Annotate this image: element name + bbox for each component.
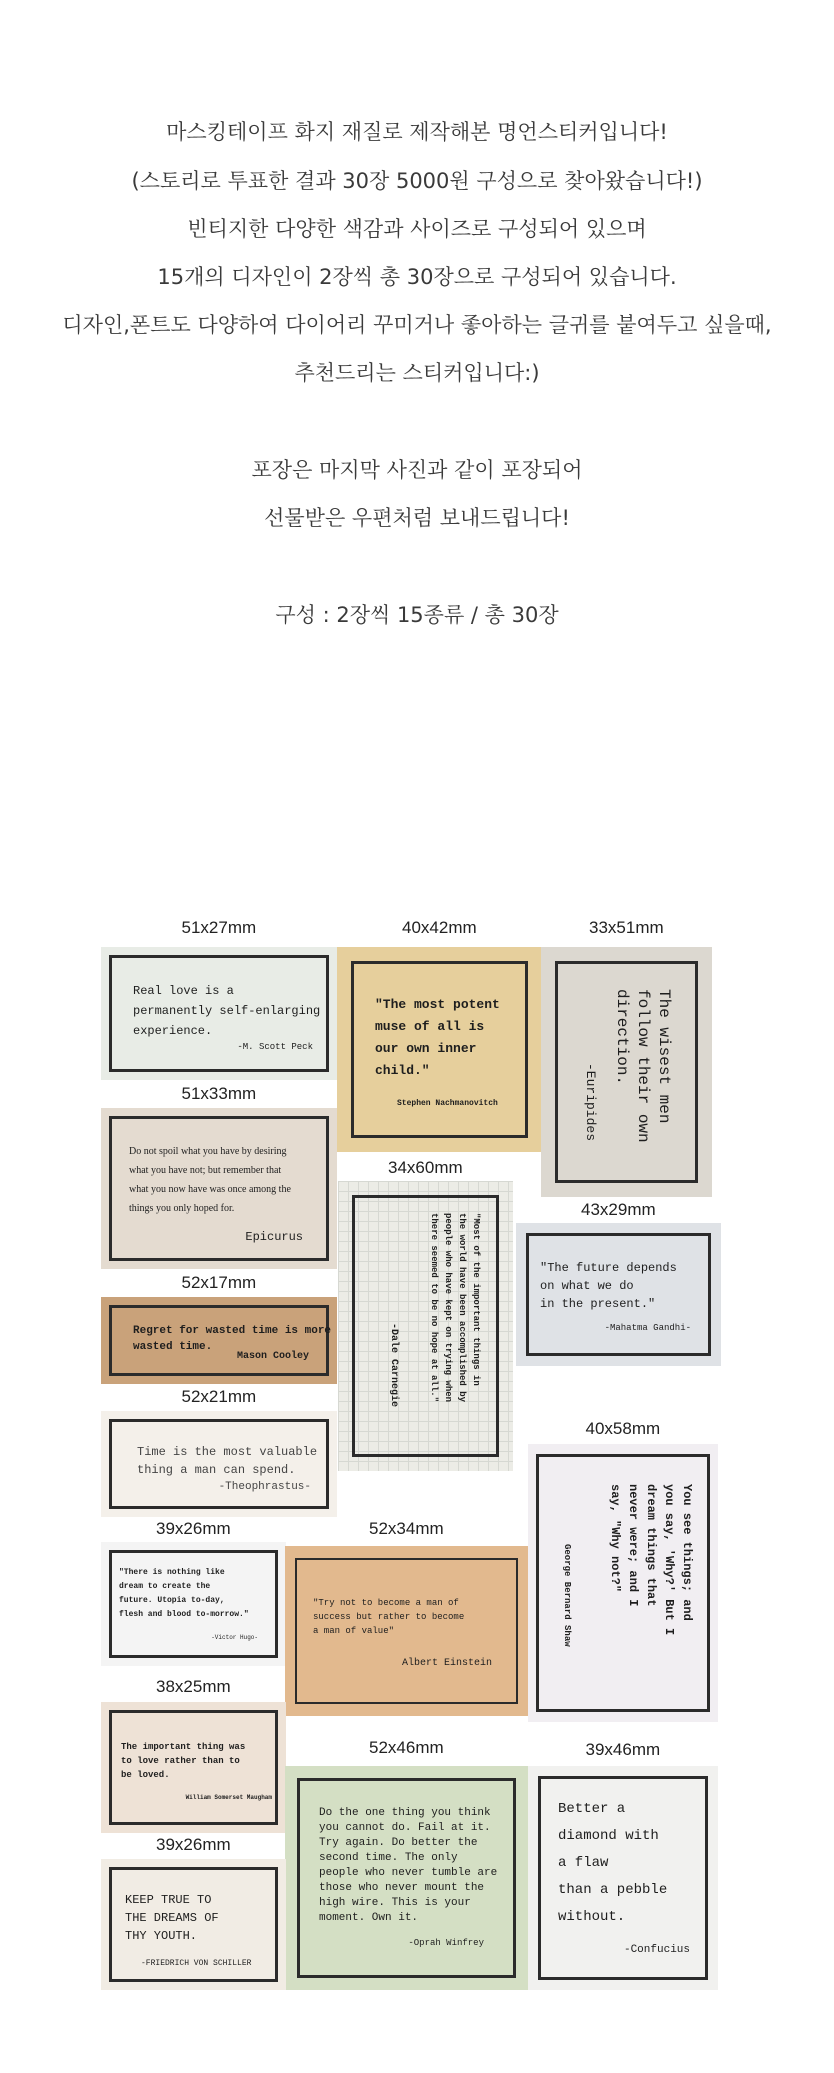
size-label: 51x33mm (181, 1084, 257, 1103)
sticker-card (101, 1108, 337, 1269)
sticker-quote: "Try not to become a man of success but rather to become a man of value" (313, 1598, 465, 1636)
sticker-author: Mason Cooley (236, 1351, 309, 1362)
size-label: 38x25mm (156, 1677, 231, 1696)
sticker-card (528, 1766, 718, 1990)
intro-line: 포장은 마지막 사진과 같이 포장되어 (251, 458, 583, 482)
sticker-card (541, 947, 712, 1197)
sticker-quote: The important thing was to love rather than to be loved. (121, 1742, 246, 1780)
size-label: 39x46mm (585, 1740, 661, 1759)
intro-line: 마스킹테이프 화지 재질로 제작해본 명언스티커입니다! (166, 120, 668, 144)
size-label: 39x26mm (156, 1835, 231, 1854)
intro-line: 디자인,폰트도 다양하여 다이어리 꾸미거나 좋아하는 글귀를 붙여두고 싶을때, (62, 313, 772, 337)
sticker-quote: The wisest men follow their own direction. (613, 989, 673, 1143)
sticker-author: -Dale Carnegie (388, 1323, 399, 1408)
sticker-quote: "There is nothing like dream to create the future. Utopia to-day, flesh and blood to-morrow." (119, 1568, 249, 1619)
sticker-quote: Do the one thing you think you cannot do. Fail at it. Try again. Do better the second time. The only people who never tumble are those who never mount the high wire. This is your moment. Own it. (319, 1807, 498, 1924)
sticker-card (338, 1181, 513, 1471)
sticker-author: Epicurus (245, 1230, 303, 1244)
sticker-author: -Confucius (623, 1944, 690, 1956)
sticker-quote: "The future depends on what we do in the present." (540, 1261, 677, 1311)
sticker-quote: Regret for wasted time is more wasted time. (133, 1325, 332, 1353)
sticker-author: -FRIEDRICH VON SCHILLER (141, 1959, 252, 1968)
size-label: 52x17mm (181, 1273, 257, 1292)
sticker-author: -Euripides (583, 1063, 598, 1142)
sticker-card (516, 1223, 721, 1366)
sticker-author: -Oprah Winfrey (408, 1938, 484, 1948)
sticker-card (285, 1766, 528, 1990)
intro-line: 15개의 디자인이 2장씩 총 30장으로 구성되어 있습니다. (157, 265, 677, 289)
intro-line: 빈티지한 다양한 색감과 사이즈로 구성되어 있으며 (187, 217, 647, 241)
sticker-quote: Do not spoil what you have by desiring what you have not; but remember that what you now have was once among the things you only hoped for. (129, 1146, 291, 1214)
sticker-card (101, 1702, 286, 1833)
sticker-author: George Bernard Shaw (562, 1544, 572, 1647)
sticker-quote: Real love is a permanently self-enlarging experience. (133, 984, 321, 1038)
sticker-quote: Time is the most valuable thing a man can spend. (137, 1445, 318, 1477)
sticker-quote: You see things; and you say, 'Why?' But I dream things that never were; and I say, "Why not?" (608, 1484, 694, 1636)
sticker-card (101, 1859, 286, 1990)
sticker-card (101, 1297, 337, 1384)
intro-line: 구성 : 2장씩 15종류 / 총 30장 (275, 603, 559, 627)
sticker-card (285, 1546, 528, 1716)
size-label: 40x42mm (402, 918, 477, 937)
sticker-author: William Somerset Maugham (185, 1794, 272, 1801)
size-label: 39x26mm (156, 1519, 231, 1538)
sticker-card (337, 947, 542, 1152)
sticker-author: -Victor Hugo- (211, 1634, 258, 1641)
intro-line: (스토리로 투표한 결과 30장 5000원 구성으로 찾아왔습니다!) (131, 169, 703, 193)
sticker-author: Stephen Nachmanovitch (397, 1099, 498, 1108)
sticker-card (101, 947, 337, 1080)
sticker-quote: KEEP TRUE TO THE DREAMS OF THY YOUTH. (125, 1893, 219, 1943)
sticker-author: -Theophrastus- (218, 1481, 311, 1493)
sticker-card (528, 1444, 718, 1722)
size-label: 51x27mm (181, 918, 257, 937)
intro-line: 선물받은 우편처럼 보내드립니다! (264, 506, 570, 530)
intro-line: 추천드리는 스티커입니다:) (294, 361, 540, 385)
size-label: 40x58mm (585, 1419, 661, 1438)
sticker-quote: Better a diamond with a flaw than a pebble without. (558, 1801, 668, 1925)
sticker-quote: "The most potent muse of all is our own inner child." (375, 997, 500, 1078)
size-label: 52x46mm (369, 1738, 444, 1757)
sticker-author: -M. Scott Peck (237, 1042, 313, 1052)
sticker-quote: "Most of the important things in the world have been accomplished by people who have kept on trying when there seemed to be no hope at all." (429, 1213, 481, 1403)
size-label: 52x34mm (369, 1519, 444, 1538)
sticker-card (101, 1411, 337, 1517)
size-label: 33x51mm (589, 918, 664, 937)
size-label: 34x60mm (388, 1158, 463, 1177)
sticker-author: -Mahatma Gandhi- (604, 1323, 691, 1333)
sticker-card (101, 1542, 286, 1666)
sticker-author: Albert Einstein (401, 1658, 492, 1669)
size-label: 52x21mm (181, 1387, 257, 1406)
size-label: 43x29mm (581, 1200, 656, 1219)
